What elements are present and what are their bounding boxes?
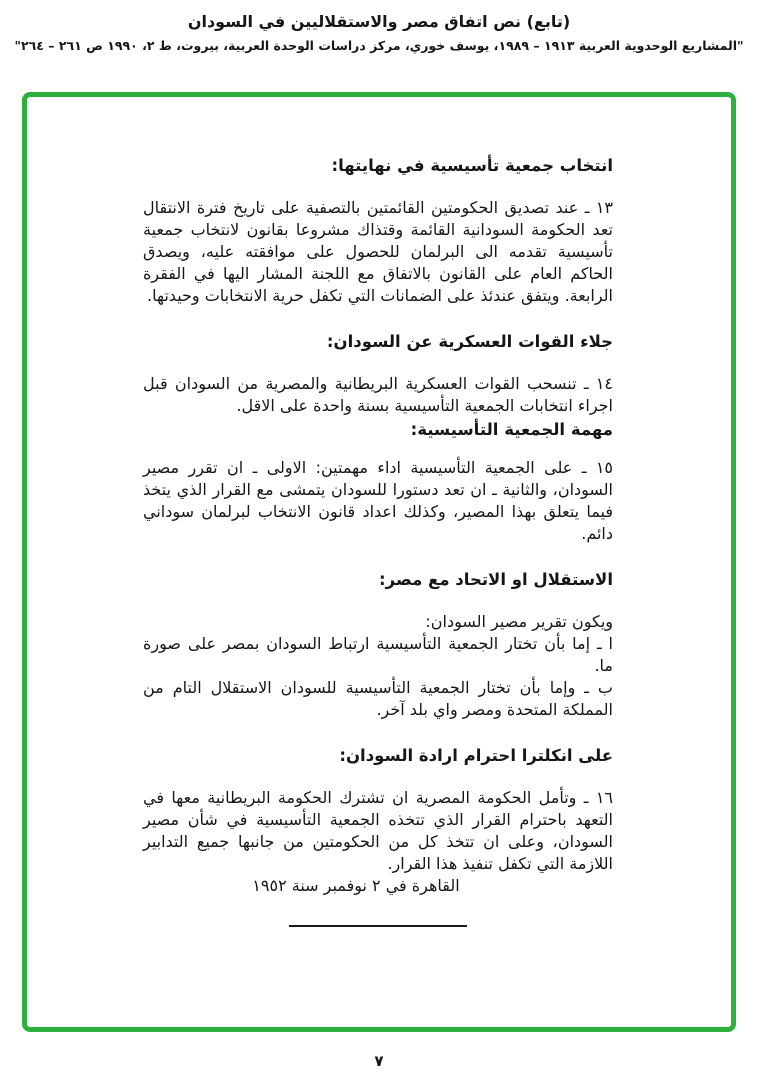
clause-14-paragraph: ١٤ ـ تنسحب القوات العسكرية البريطانية والمصرية من السودان قبل اجراء انتخابات الجمعية التأسيسية بسنة واحدة على الاقل. bbox=[143, 374, 613, 415]
destiny-intro-line: ويكون تقرير مصير السودان: bbox=[425, 612, 613, 631]
clause-13-paragraph: ١٣ ـ عند تصديق الحكومتين القائمتين بالتصفية على تاريخ فترة الانتقال تعد الحكومة السودانية القائمة وقتذاك مشروعا بقانون لانتخاب جمعية تأسيسية تقدمه الى البرلمان للحصول على موافقته عليه، ويصدق الحاكم العام على القانون بالاتفاق مع اللجنة المشار اليها في الفقرة الرابعة. ويتفق عندئذ على الضمانات التي تكفل حرية الانتخابات وحيدتها. bbox=[143, 198, 613, 305]
page-header bbox=[0, 12, 758, 53]
clause-15-paragraph: ١٥ ـ على الجمعية التأسيسية اداء مهمتين: الاولى ـ ان تقرر مصير السودان، والثانية ـ ان تعد دستورا للسودان يتمشى مع القرار الذي يتخذ فيما يتعلق بهذا المصير، وكذلك اعداد قانون الانتخاب لبرلمان سوداني دائم. bbox=[143, 458, 613, 543]
section-heading-military-evacuation: جلاء القوات العسكرية عن السودان: bbox=[326, 332, 613, 351]
source-citation: "المشاريع الوحدوية العربية ١٩١٣ – ١٩٨٩، يوسف خوري، مركز دراسات الوحدة العربية، بيروت، ط ٢، ١٩٩٠ ص ٢٦١ – ٢٦٤" bbox=[14, 38, 744, 53]
section-heading-independence-or-union: الاستقلال او الاتحاد مع مصر: bbox=[378, 570, 613, 589]
option-a-line: ا ـ إما بأن تختار الجمعية التأسيسية ارتباط السودان بمصر على صورة ما. bbox=[143, 634, 613, 675]
page-number: ٧ bbox=[374, 1052, 384, 1070]
clause-16-paragraph: ١٦ ـ وتأمل الحكومة المصرية ان تشترك الحكومة البريطانية معها في التعهد باحترام القرار الذي تتخذه الجمعية التأسيسية في شأن مصير السودان، وعلى ان تتخذ كل من الحكومتين من جانبها جميع التدابير اللازمة التي تكفل تنفيذ هذا القرار. bbox=[143, 788, 613, 873]
dateline: القاهرة في ٢ نوفمبر سنة ١٩٥٢ bbox=[252, 876, 460, 895]
section-heading-constituent-assembly-election: انتخاب جمعية تأسيسية في نهايتها: bbox=[331, 156, 613, 175]
green-border-frame bbox=[22, 92, 736, 1032]
section-heading-england-respect-will: على انكلترا احترام ارادة السودان: bbox=[339, 746, 613, 765]
document-body bbox=[27, 97, 731, 927]
document-title: (تابع) نص اتفاق مصر والاستقلاليين في السودان bbox=[187, 12, 571, 31]
option-b-line: ب ـ وإما بأن تختار الجمعية التأسيسية للسودان الاستقلال التام من المملكة المتحدة ومصر واي بلد آخر. bbox=[143, 678, 613, 719]
end-rule bbox=[289, 925, 467, 927]
section-heading-assembly-mission: مهمة الجمعية التأسيسية: bbox=[410, 420, 613, 439]
